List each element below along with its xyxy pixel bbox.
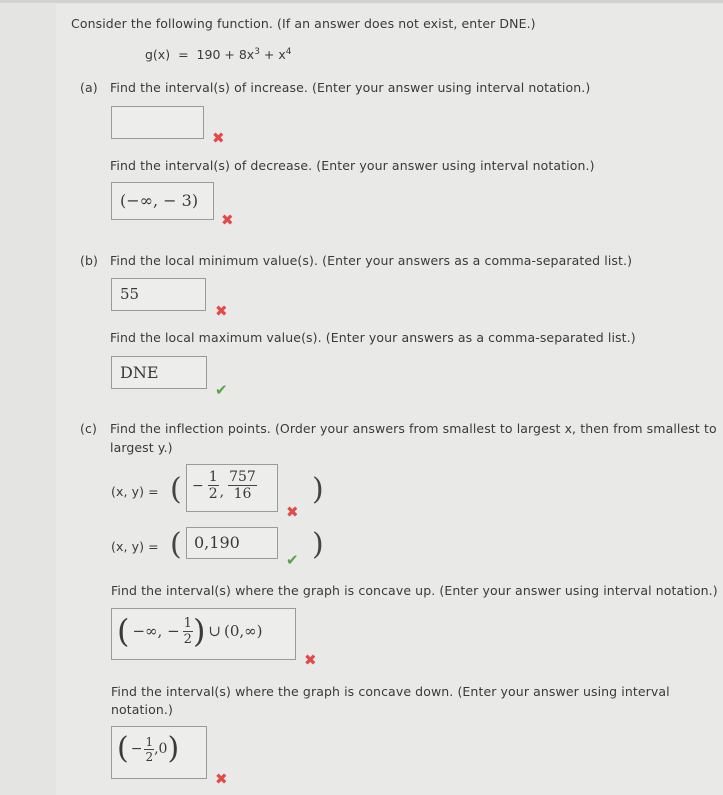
inflection-point-2-value: 0,190	[194, 533, 240, 552]
function-definition	[145, 47, 291, 62]
concave-down-fraction	[144, 736, 154, 763]
answer-decrease-input[interactable]	[111, 182, 214, 220]
inflection-point-1-input[interactable]	[186, 464, 278, 512]
paren-open-1: (	[170, 472, 182, 507]
point1-y-numerator: 757	[229, 469, 256, 485]
correct-icon: ✔	[215, 381, 228, 399]
paren-close-2: )	[312, 527, 324, 562]
function-exp1: 3	[254, 47, 260, 57]
paren-open-2: (	[170, 527, 182, 562]
paren-close-1: )	[312, 472, 324, 507]
question-concave-up: Find the interval(s) where the graph is concave up. (Enter your answer using interval notation.)	[111, 583, 718, 598]
question-decrease: Find the interval(s) of decrease. (Enter your answer using interval notation.)	[110, 158, 595, 173]
answer-concave-up-input[interactable]	[111, 608, 296, 660]
question-concave-down-line2: notation.)	[111, 702, 173, 717]
function-eq: =	[178, 47, 189, 63]
answer-local-min-input[interactable]	[111, 278, 206, 311]
function-exp2: 4	[285, 47, 292, 57]
incorrect-icon: ✖	[215, 770, 228, 788]
concave-up-close-paren: )	[192, 612, 206, 650]
concave-down-end: ,0	[154, 741, 168, 757]
concave-up-fraction	[183, 617, 193, 646]
point1-separator: ,	[219, 483, 225, 500]
answer-local-min-value: 55	[120, 285, 140, 303]
part-a-label: (a)	[80, 80, 98, 95]
incorrect-icon: ✖	[286, 503, 299, 521]
part-b-label: (b)	[80, 253, 98, 268]
answer-local-max-value: DNE	[120, 363, 159, 382]
function-rhs-b: + x	[259, 47, 286, 63]
concave-up-union: ∪	[208, 622, 221, 640]
concave-up-second: (0,∞)	[224, 622, 263, 640]
incorrect-icon: ✖	[304, 651, 317, 669]
concave-down-close-paren: )	[167, 731, 180, 766]
function-rhs-a: 190 + 8x	[196, 47, 255, 63]
part-c-label: (c)	[80, 421, 97, 436]
question-inflection-line2: largest y.)	[110, 440, 173, 455]
point1-y-fraction	[228, 470, 257, 501]
point1-sign: −	[192, 477, 204, 494]
question-local-max: Find the local maximum value(s). (Enter your answers as a comma-separated list.)	[110, 330, 636, 345]
inflection-point-2-input[interactable]	[186, 527, 278, 559]
concave-down-denominator: 2	[145, 749, 154, 764]
concave-up-open-paren: (	[117, 612, 130, 650]
point1-y-denominator: 16	[233, 486, 252, 502]
question-inflection-line1: Find the inflection points. (Order your answers from smallest to largest x, then from smallest to	[110, 421, 717, 436]
answer-concave-up-value	[117, 612, 263, 650]
intro-text: Consider the following function. (If an answer does not exist, enter DNE.)	[71, 16, 536, 31]
function-lhs: g(x)	[145, 47, 171, 63]
answer-increase-input[interactable]	[111, 106, 204, 139]
incorrect-icon: ✖	[212, 129, 225, 147]
answer-concave-down-input[interactable]	[111, 726, 207, 779]
incorrect-icon: ✖	[215, 302, 228, 320]
xy-label-1: (x, y) =	[111, 484, 159, 499]
question-local-min: Find the local minimum value(s). (Enter your answers as a comma-separated list.)	[110, 253, 633, 268]
concave-down-open-paren: (	[117, 731, 129, 766]
concave-up-numerator: 1	[183, 615, 192, 631]
point1-x-numerator: 1	[208, 469, 218, 485]
xy-label-2: (x, y) =	[111, 539, 159, 554]
incorrect-icon: ✖	[221, 211, 234, 229]
inflection-point-1-value	[192, 470, 257, 501]
point1-x-denominator: 2	[208, 486, 218, 502]
answer-concave-down-value	[117, 731, 180, 766]
concave-up-denominator: 2	[183, 631, 192, 647]
answer-local-max-input[interactable]	[111, 356, 207, 389]
answer-decrease-value: (−∞, − 3)	[120, 191, 199, 210]
concave-down-numerator: 1	[145, 734, 154, 749]
concave-down-sign: −	[130, 741, 143, 757]
top-border	[0, 0, 723, 3]
question-concave-down-line1: Find the interval(s) where the graph is concave down. (Enter your answer using interval	[111, 684, 670, 699]
concave-up-start: −∞, −	[132, 622, 180, 640]
point1-x-fraction	[208, 470, 219, 501]
correct-icon: ✔	[286, 551, 299, 569]
question-increase: Find the interval(s) of increase. (Enter your answer using interval notation.)	[110, 80, 591, 95]
